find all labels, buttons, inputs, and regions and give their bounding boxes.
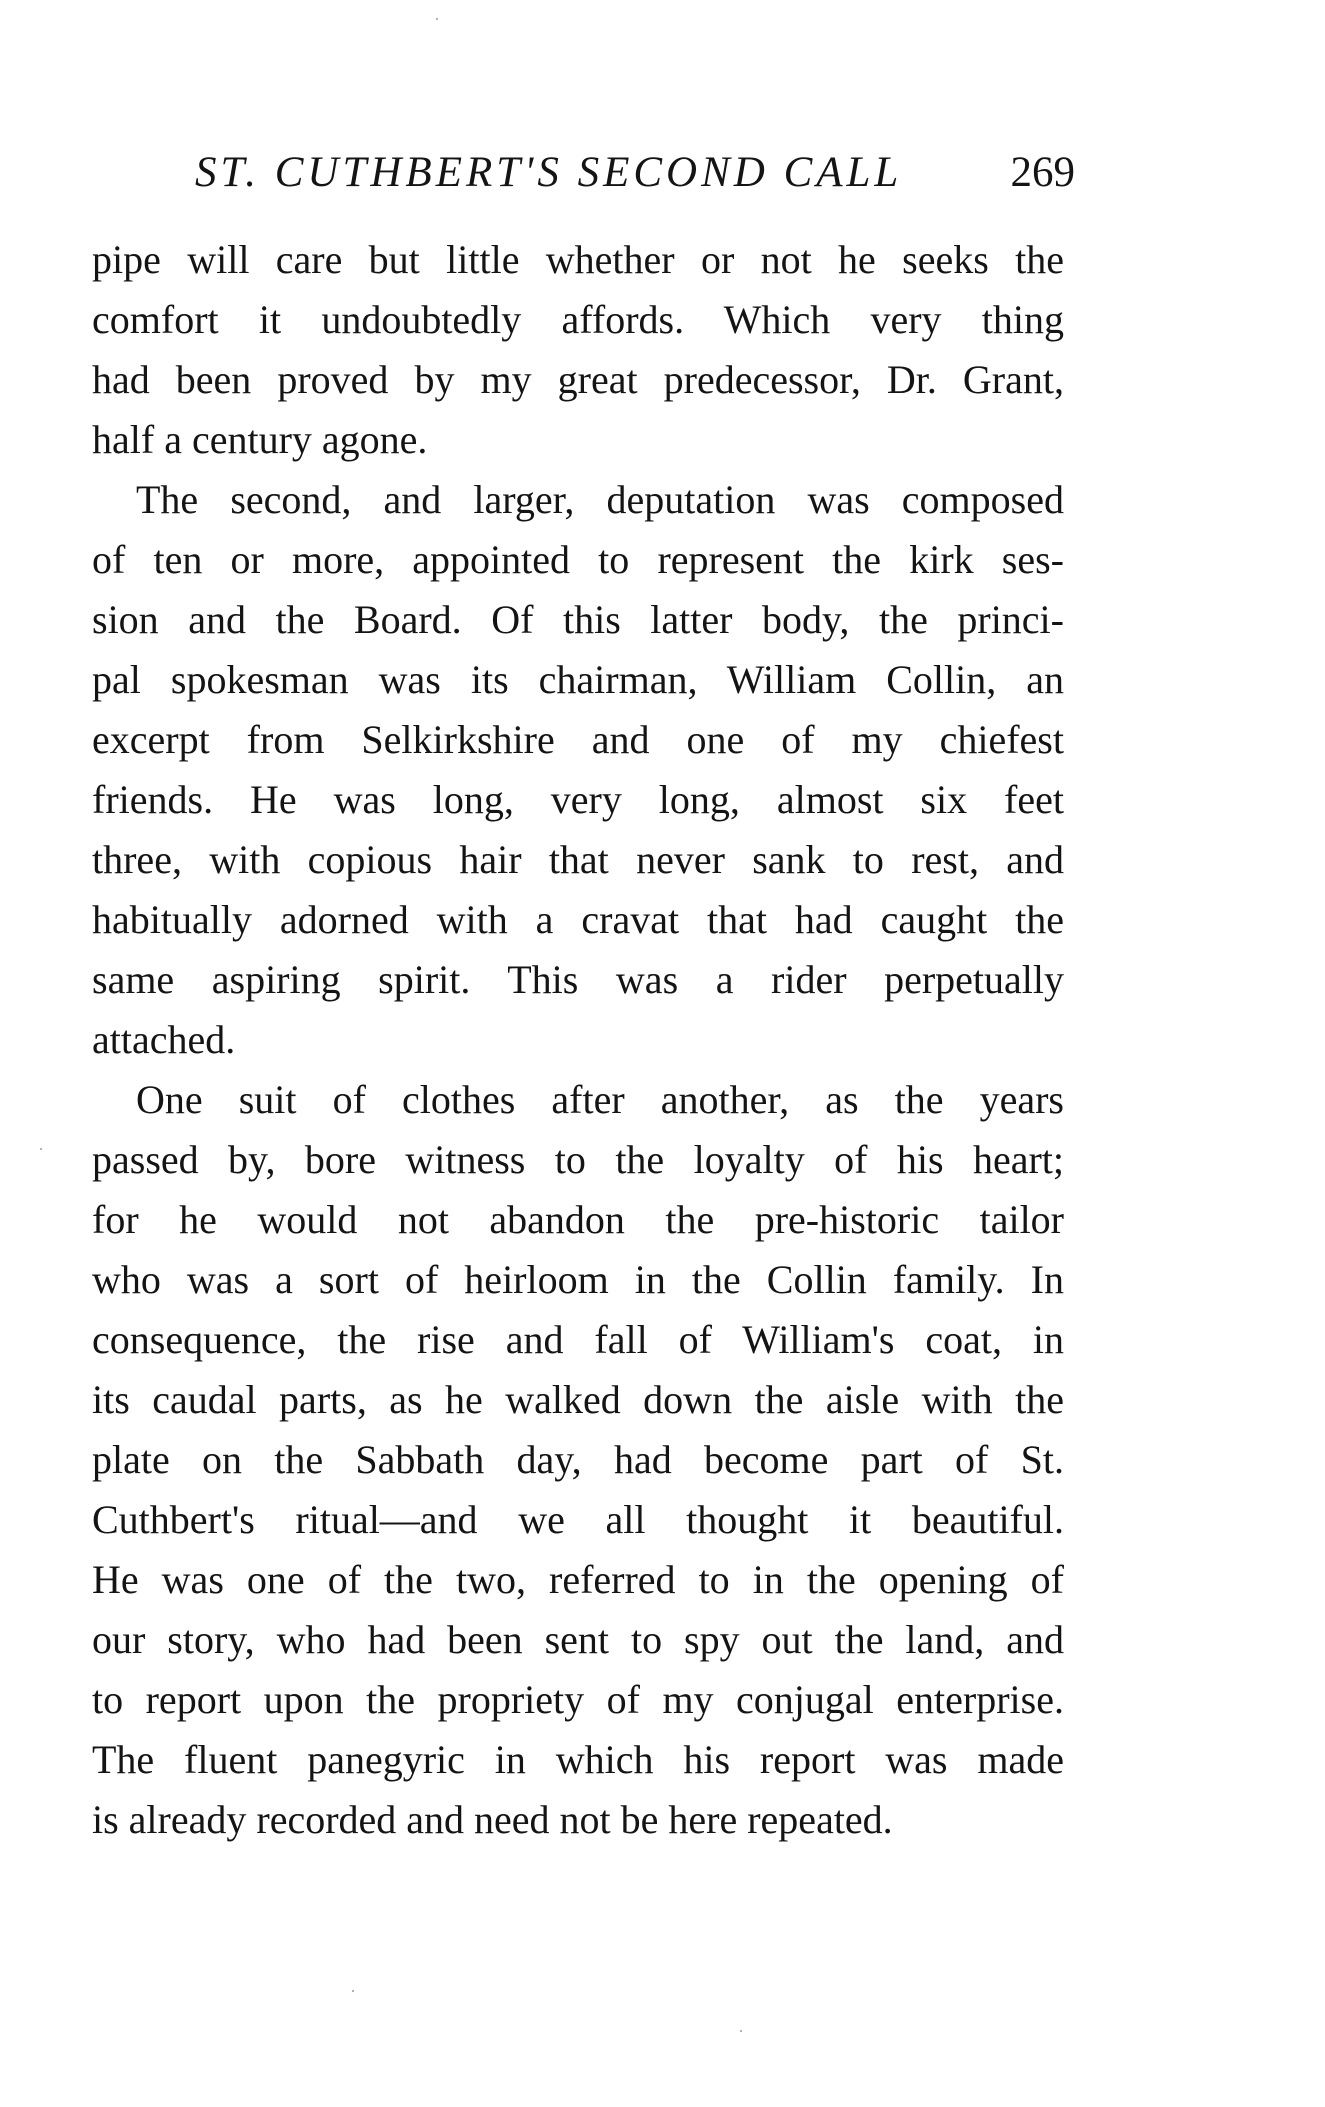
text-line: of ten or more, appointed to represent the kirk ses- — [92, 537, 1064, 582]
text-line: One suit of clothes after another, as the years — [136, 1077, 1064, 1122]
paper-speck — [352, 1990, 354, 1992]
text-line: consequence, the rise and fall of William's coat, in — [92, 1317, 1064, 1362]
running-head — [195, 145, 1075, 201]
body-text — [92, 230, 1064, 1850]
text-line: sion and the Board. Of this latter body, the princi- — [92, 597, 1064, 642]
paper-speck — [436, 18, 438, 20]
text-line: He was one of the two, referred to in the opening of — [92, 1557, 1064, 1602]
text-line: who was a sort of heirloom in the Collin family. In — [92, 1257, 1064, 1302]
text-line: friends. He was long, very long, almost six feet — [92, 777, 1064, 822]
text-line: to report upon the propriety of my conjugal enterprise. — [92, 1677, 1064, 1722]
text-line: half a century agone. — [92, 417, 428, 462]
text-line: comfort it undoubtedly affords. Which very thing — [92, 297, 1064, 342]
paper-speck — [40, 1148, 42, 1150]
text-line: for he would not abandon the pre-historic tailor — [92, 1197, 1064, 1242]
text-line: pal spokesman was its chairman, William Collin, an — [92, 657, 1064, 702]
text-line: The fluent panegyric in which his report was made — [92, 1737, 1064, 1782]
text-line: passed by, bore witness to the loyalty of his heart; — [92, 1137, 1064, 1182]
paragraph-1 — [92, 230, 1064, 470]
text-line: our story, who had been sent to spy out the land, and — [92, 1617, 1064, 1662]
text-line: had been proved by my great predecessor, Dr. Grant, — [92, 357, 1064, 402]
running-title: ST. CUTHBERT'S SECOND CALL — [195, 149, 903, 196]
text-line: pipe will care but little whether or not he seeks the — [92, 237, 1064, 282]
text-line: excerpt from Selkirkshire and one of my chiefest — [92, 717, 1064, 762]
text-line: three, with copious hair that never sank to rest, and — [92, 837, 1064, 882]
page-number: 269 — [1010, 149, 1075, 196]
text-line: plate on the Sabbath day, had become part of St. — [92, 1437, 1064, 1482]
text-line: attached. — [92, 1017, 236, 1062]
text-line: same aspiring spirit. This was a rider perpetually — [92, 957, 1064, 1002]
paragraph-3 — [92, 1070, 1064, 1850]
text-line: The second, and larger, deputation was composed — [136, 477, 1064, 522]
paragraph-2 — [92, 470, 1064, 1070]
text-line: is already recorded and need not be here repeated. — [92, 1797, 893, 1842]
text-line: its caudal parts, as he walked down the aisle with the — [92, 1377, 1064, 1422]
text-line: Cuthbert's ritual—and we all thought it beautiful. — [92, 1497, 1064, 1542]
paper-speck — [740, 2030, 742, 2032]
text-line: habitually adorned with a cravat that had caught the — [92, 897, 1064, 942]
